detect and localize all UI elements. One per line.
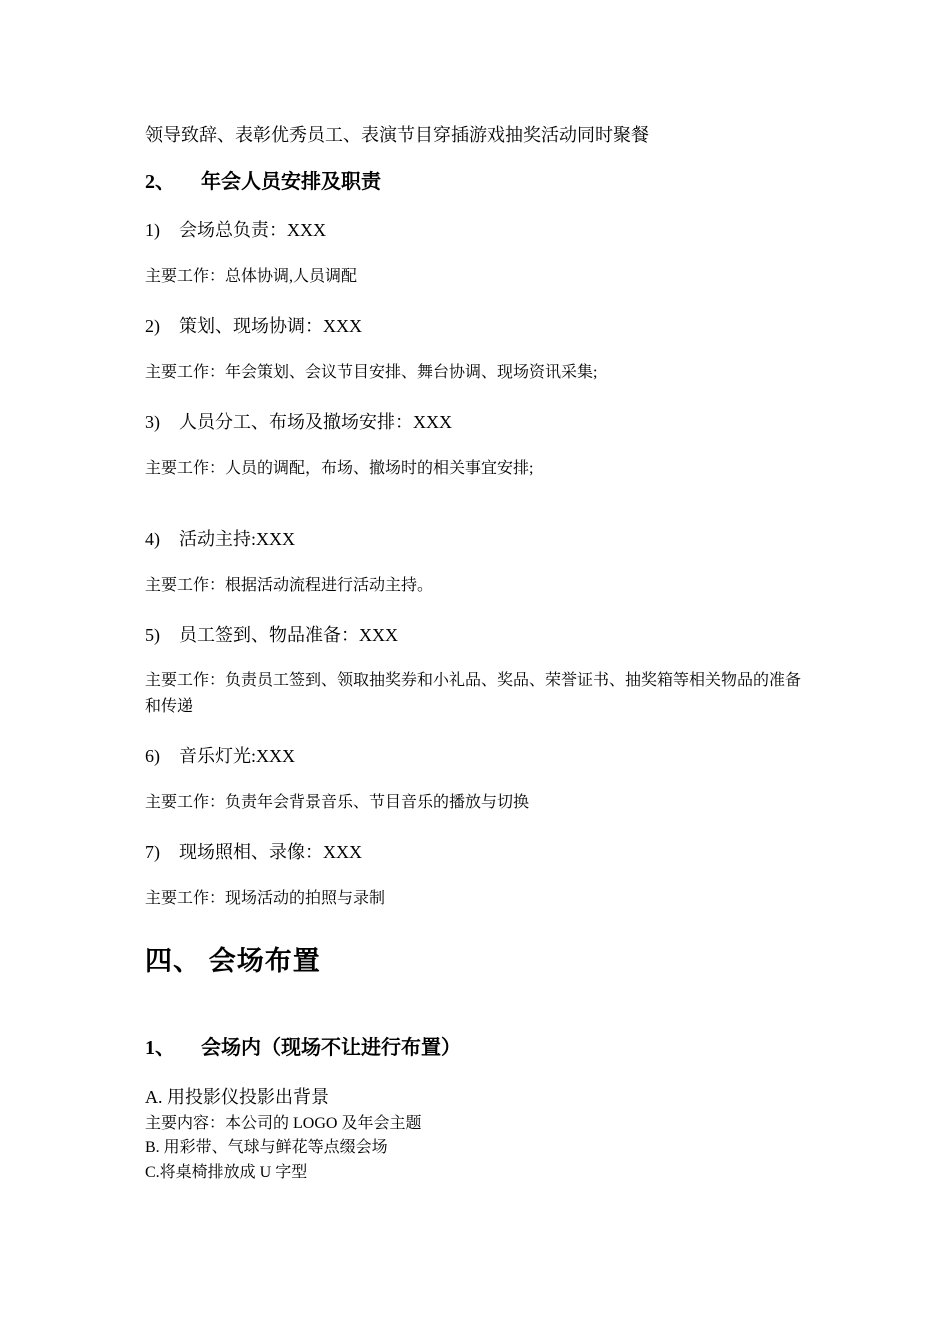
staff-item-2 — [145, 316, 362, 338]
section-title: 会场内（现场不让进行布置） — [201, 1037, 461, 1059]
item-title: 活动主持:XXX — [179, 529, 295, 549]
staff-item-4 — [145, 529, 295, 551]
section-heading-staff — [145, 170, 381, 194]
staff-item-7-work: 主要工作：现场活动的拍照与录制 — [145, 890, 386, 907]
item-title: 音乐灯光:XXX — [179, 746, 295, 766]
staff-item-1 — [145, 220, 326, 242]
staff-item-1-work: 主要工作：总体协调,人员调配 — [145, 268, 358, 285]
chapter-heading: 四、 会场布置 — [145, 946, 321, 976]
intro-line: 领导致辞、表彰优秀员工、表演节目穿插游戏抽奖活动同时聚餐 — [145, 125, 649, 145]
item-title: 员工签到、物品准备：XXX — [179, 625, 398, 645]
item-number: 1) — [145, 220, 160, 240]
section-number: 1、 — [145, 1037, 175, 1059]
item-number: 2) — [145, 316, 160, 336]
staff-item-2-work: 主要工作：年会策划、会议节目安排、舞台协调、现场资讯采集; — [145, 364, 598, 381]
item-title: 策划、现场协调：XXX — [179, 316, 362, 336]
item-title: 现场照相、录像：XXX — [179, 842, 362, 862]
section-heading-venue — [145, 1036, 461, 1060]
staff-item-3-work: 主要工作：人员的调配，布场、撤场时的相关事宜安排; — [145, 460, 534, 477]
staff-item-5 — [145, 625, 398, 647]
staff-item-6 — [145, 746, 295, 768]
venue-line-content: 主要内容：本公司的 LOGO 及年会主题 — [145, 1115, 422, 1132]
venue-line-b: B. 用彩带、气球与鲜花等点缀会场 — [145, 1139, 388, 1156]
section-title: 年会人员安排及职责 — [201, 171, 381, 193]
item-title: 人员分工、布场及撤场安排：XXX — [179, 412, 452, 432]
venue-line-a: A. 用投影仪投影出背景 — [145, 1087, 329, 1107]
item-title: 会场总负责：XXX — [179, 220, 326, 240]
item-number: 5) — [145, 625, 160, 645]
item-number: 4) — [145, 529, 160, 549]
item-number: 3) — [145, 412, 160, 432]
venue-line-c: C.将桌椅排放成 U 字型 — [145, 1164, 308, 1181]
item-number: 7) — [145, 842, 160, 862]
staff-item-3 — [145, 412, 452, 434]
staff-item-4-work: 主要工作：根据活动流程进行活动主持。 — [145, 577, 434, 594]
staff-item-5-work: 主要工作：负责员工签到、领取抽奖券和小礼品、奖品、荣誉证书、抽奖箱等相关物品的准备和传递 — [145, 672, 802, 715]
staff-item-7 — [145, 842, 362, 864]
staff-item-6-work: 主要工作：负责年会背景音乐、节目音乐的播放与切换 — [145, 794, 530, 811]
item-number: 6) — [145, 746, 160, 766]
section-number: 2、 — [145, 171, 175, 193]
